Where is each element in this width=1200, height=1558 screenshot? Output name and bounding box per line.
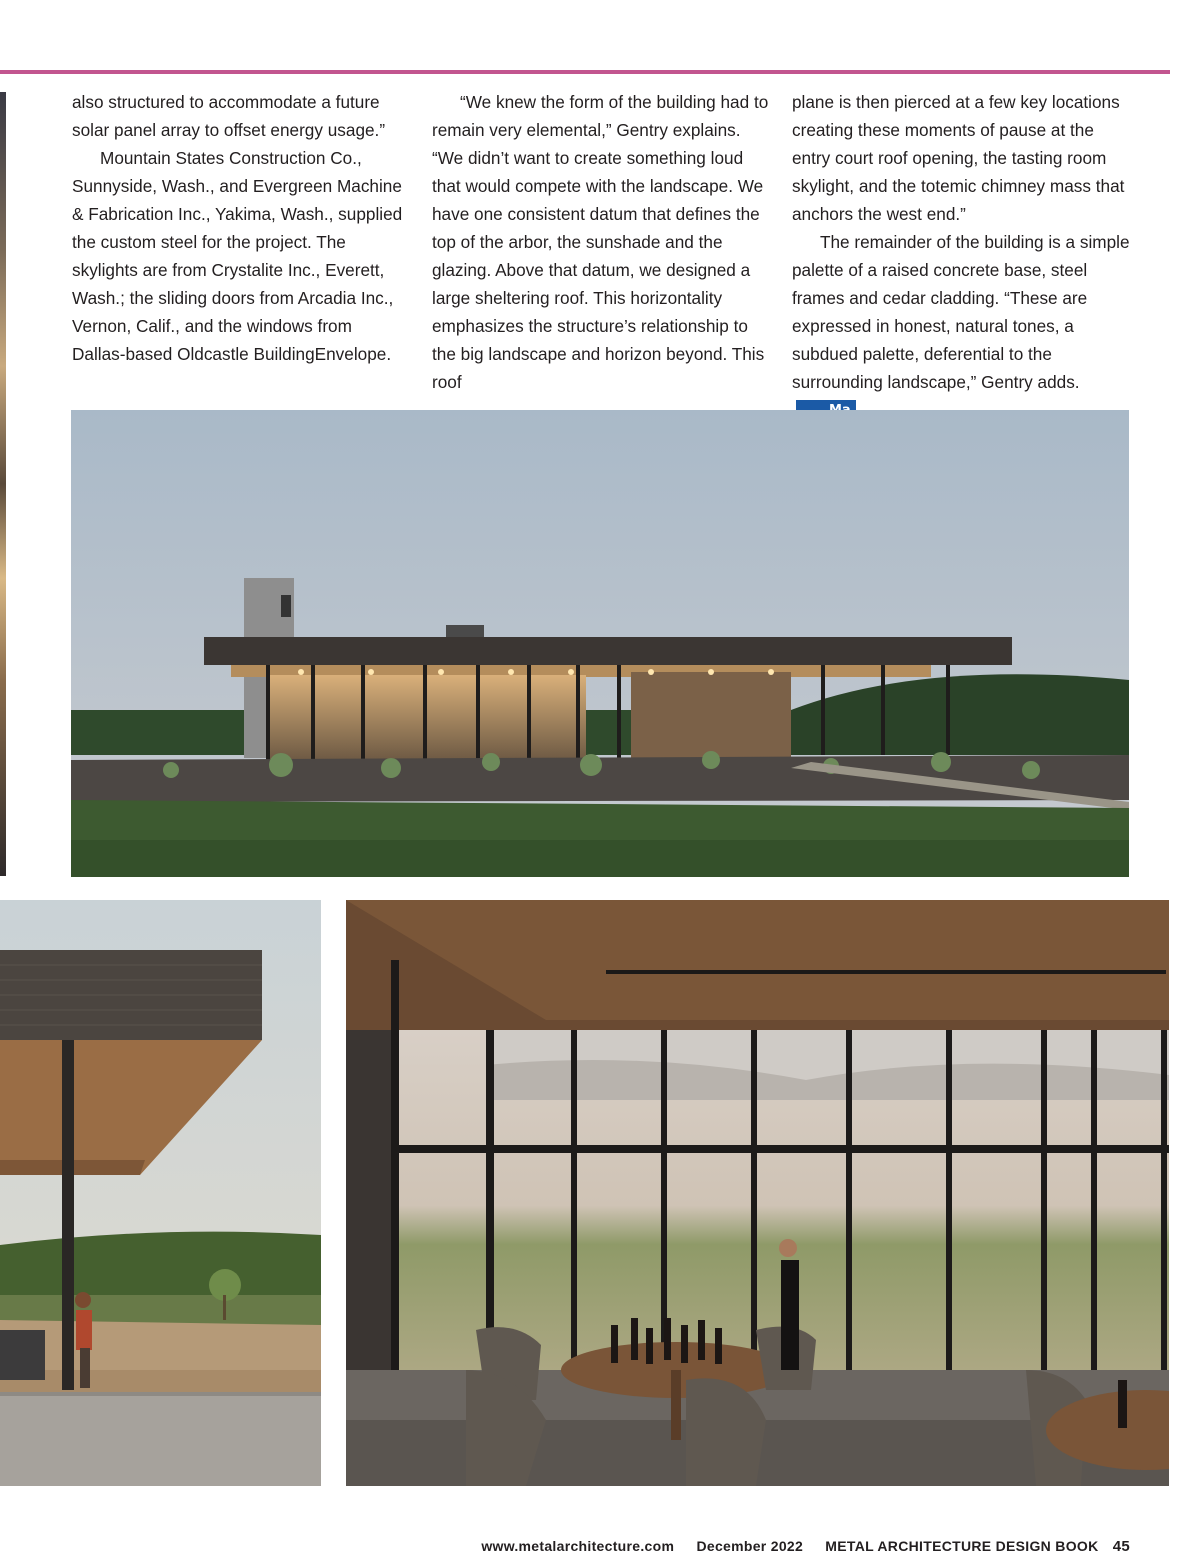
paragraph: plane is then pierced at a few key locations creating these moments of pause at the entry court roof opening, the tasting room skylight, and the totemic chimney mass that anchors the west end.” [792,92,1125,224]
page-footer [463,1538,1130,1555]
building-exterior-photo [71,410,1129,877]
paragraph: Mountain States Construction Co., Sunnyside, Wash., and Evergreen Machine & Fabrication Inc., Yakima, Wash., supplied the custom steel for the project. The skylights are from Crystalite Inc., Everett, Wash.; the sliding doors from Arcadia Inc., Vernon, Calif., and the windows from Dallas-based Oldcastle BuildingEnvelope. [72,148,403,364]
header-rule [0,70,1170,74]
paragraph: “We knew the form of the building had to remain very elemental,” Gentry explains. “We didn’t want to create something loud that would compete with the landscape. We have one consistent datum that defines the top of the arbor, the sunshade and the glazing. Above that datum, we designed a large sheltering roof. This horizontality emphasizes the structure’s relationship to the big landscape and horizon beyond. This roof [432,92,769,392]
article-column-3 [792,88,1130,424]
article-column-2 [432,88,770,396]
paragraph [792,228,1130,424]
canopy-exterior-photo [0,900,321,1486]
page-number: 45 [1112,1538,1130,1555]
paragraph: also structured to accommodate a future solar panel array to offset energy usage.” [72,92,386,140]
footer-url: www.metalarchitecture.com [481,1538,675,1554]
footer-publication: METAL ARCHITECTURE DESIGN BOOK [825,1538,1099,1554]
tasting-room-interior-photo [346,900,1169,1486]
article-column-1 [72,88,410,368]
paragraph-text: The remainder of the building is a simple palette of a raised concrete base, steel frames and cedar cladding. “These are expressed in honest, natural tones, a subdued palette, deferential to the surrounding landscape,” Gentry adds. [792,232,1130,392]
facing-page-photo-edge [0,92,6,876]
footer-date: December 2022 [696,1538,804,1554]
